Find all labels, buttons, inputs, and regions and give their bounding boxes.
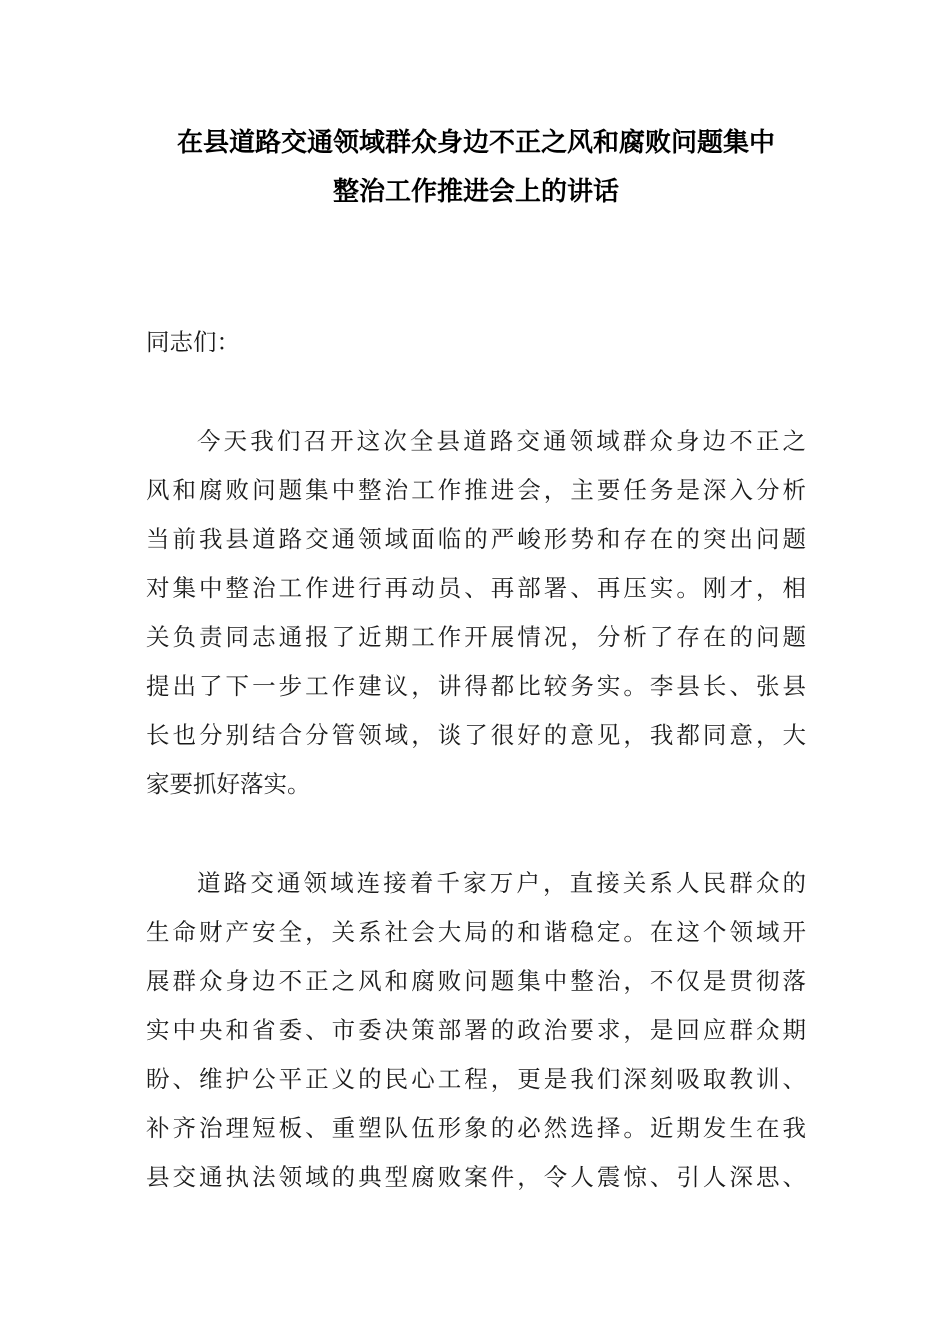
document-title-line-2: 整治工作推进会上的讲话 — [332, 177, 619, 207]
paragraph-1-line: 家要抓好落实。 — [146, 770, 311, 798]
paragraph-2-line: 展群众身边不正之风和腐败问题集中整治，不仅是贯彻落 — [146, 967, 806, 995]
paragraph-1-line: 长也分别结合分管领域，谈了很好的意见，我都同意，大 — [146, 721, 806, 749]
paragraph-1-line: 提出了下一步工作建议，讲得都比较务实。李县长、张县 — [146, 672, 806, 700]
document-title-line-1: 在县道路交通领域群众身边不正之风和腐败问题集中 — [176, 128, 775, 158]
paragraph-1-line: 风和腐败问题集中整治工作推进会，主要任务是深入分析 — [146, 476, 806, 504]
paragraph-2-line: 县交通执法领域的典型腐败案件，令人震惊、引人深思、 — [146, 1163, 806, 1191]
paragraph-2-line: 实中央和省委、市委决策部署的政治要求，是回应群众期 — [146, 1016, 806, 1044]
paragraph-2-line: 盼、维护公平正义的民心工程，更是我们深刻吸取教训、 — [146, 1065, 806, 1093]
paragraph-1-line: 当前我县道路交通领域面临的严峻形势和存在的突出问题 — [146, 525, 806, 553]
paragraph-2-line: 道路交通领域连接着千家万户，直接关系人民群众的 — [197, 869, 806, 897]
paragraph-1-line: 关负责同志通报了近期工作开展情况，分析了存在的问题 — [146, 623, 806, 651]
salutation: 同志们： — [146, 328, 240, 356]
paragraph-2-line: 补齐治理短板、重塑队伍形象的必然选择。近期发生在我 — [146, 1114, 806, 1142]
paragraph-1-line: 今天我们召开这次全县道路交通领域群众身边不正之 — [197, 427, 806, 455]
paragraph-1-line: 对集中整治工作进行再动员、再部署、再压实。刚才，相 — [146, 574, 806, 602]
paragraph-2-line: 生命财产安全，关系社会大局的和谐稳定。在这个领域开 — [146, 918, 806, 946]
